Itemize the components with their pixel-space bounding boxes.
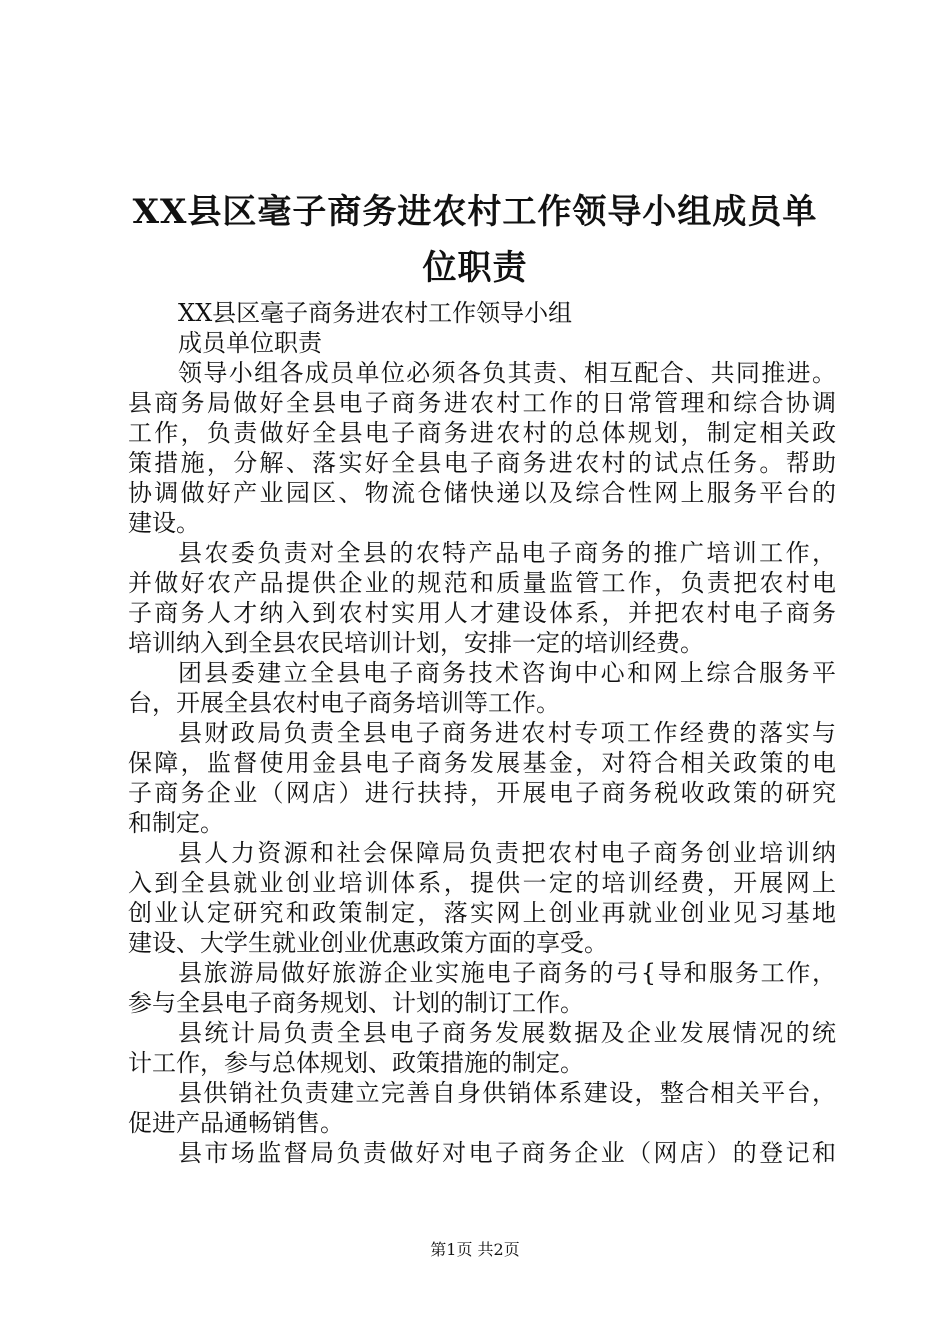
- body-text-line: 县供销社负责建立完善自身供销体系建设，整合相关平台，: [178, 1079, 836, 1107]
- body-text-line: 创业认定研究和政策制定，落实网上创业再就业创业见习基地: [128, 899, 836, 927]
- body-text-line: 建设。: [128, 509, 200, 537]
- document-title-line-1: XX县区毫子商务进农村工作领导小组成员单: [132, 192, 818, 232]
- body-text-line: 工作，负责做好全县电子商务进农村的总体规划，制定相关政: [128, 419, 836, 447]
- body-text-line: 县农委负责对全县的农特产品电子商务的推广培训工作，: [178, 539, 836, 567]
- document-title-line-2: 位职责: [422, 248, 528, 288]
- body-text-line: 成员单位职责: [178, 329, 322, 357]
- body-text-line: 子商务人才纳入到农村实用人才建设体系，并把农村电子商务: [128, 599, 836, 627]
- body-text-line: 县旅游局做好旅游企业实施电子商务的弓{导和服务工作，: [178, 959, 836, 987]
- body-text-line: 县统计局负责全县电子商务发展数据及企业发展情况的统: [178, 1019, 836, 1047]
- body-text-line: 子商务企业（网店）进行扶持，开展电子商务税收政策的研究: [128, 779, 836, 807]
- body-text-line: XX县区毫子商务进农村工作领导小组: [178, 299, 573, 327]
- body-text-line: 县市场监督局负责做好对电子商务企业（网店）的登记和: [178, 1139, 836, 1167]
- body-text-line: 保障，监督使用金县电子商务发展基金，对符合相关政策的电: [128, 749, 836, 777]
- body-text-line: 培训纳入到全县农民培训计划，安排一定的培训经费。: [128, 629, 704, 657]
- body-text-line: 领导小组各成员单位必须各负其责、相互配合、共同推进。: [178, 359, 836, 387]
- body-text-line: 县财政局负责全县电子商务进农村专项工作经费的落实与: [178, 719, 836, 747]
- body-text-line: 促进产品通畅销售。: [128, 1109, 344, 1137]
- body-text-line: 台，开展全县农村电子商务培训等工作。: [128, 689, 560, 717]
- body-text-line: 和制定。: [128, 809, 224, 837]
- body-text-line: 县人力资源和社会保障局负责把农村电子商务创业培训纳: [178, 839, 836, 867]
- body-text-line: 县商务局做好全县电子商务进农村工作的日常管理和综合协调: [128, 389, 836, 417]
- body-text-line: 策措施，分解、落实好全县电子商务进农村的试点任务。帮助: [128, 449, 836, 477]
- document-body: [128, 298, 836, 1168]
- body-text-line: 并做好农产品提供企业的规范和质量监管工作，负责把农村电: [128, 569, 836, 597]
- body-text-line: 建设、大学生就业创业优惠政策方面的享受。: [128, 929, 608, 957]
- page-footer: 第1页 共2页: [430, 1240, 520, 1259]
- body-text-line: 计工作，参与总体规划、政策措施的制定。: [128, 1049, 584, 1077]
- body-text-line: 团县委建立全县电子商务技术咨询中心和网上综合服务平: [178, 659, 836, 687]
- body-text-line: 参与全县电子商务规划、计划的制订工作。: [128, 989, 584, 1017]
- body-text-line: 入到全县就业创业培训体系，提供一定的培训经费，开展网上: [128, 869, 836, 897]
- body-text-line: 协调做好产业园区、物流仓储快递以及综合性网上服务平台的: [128, 479, 836, 507]
